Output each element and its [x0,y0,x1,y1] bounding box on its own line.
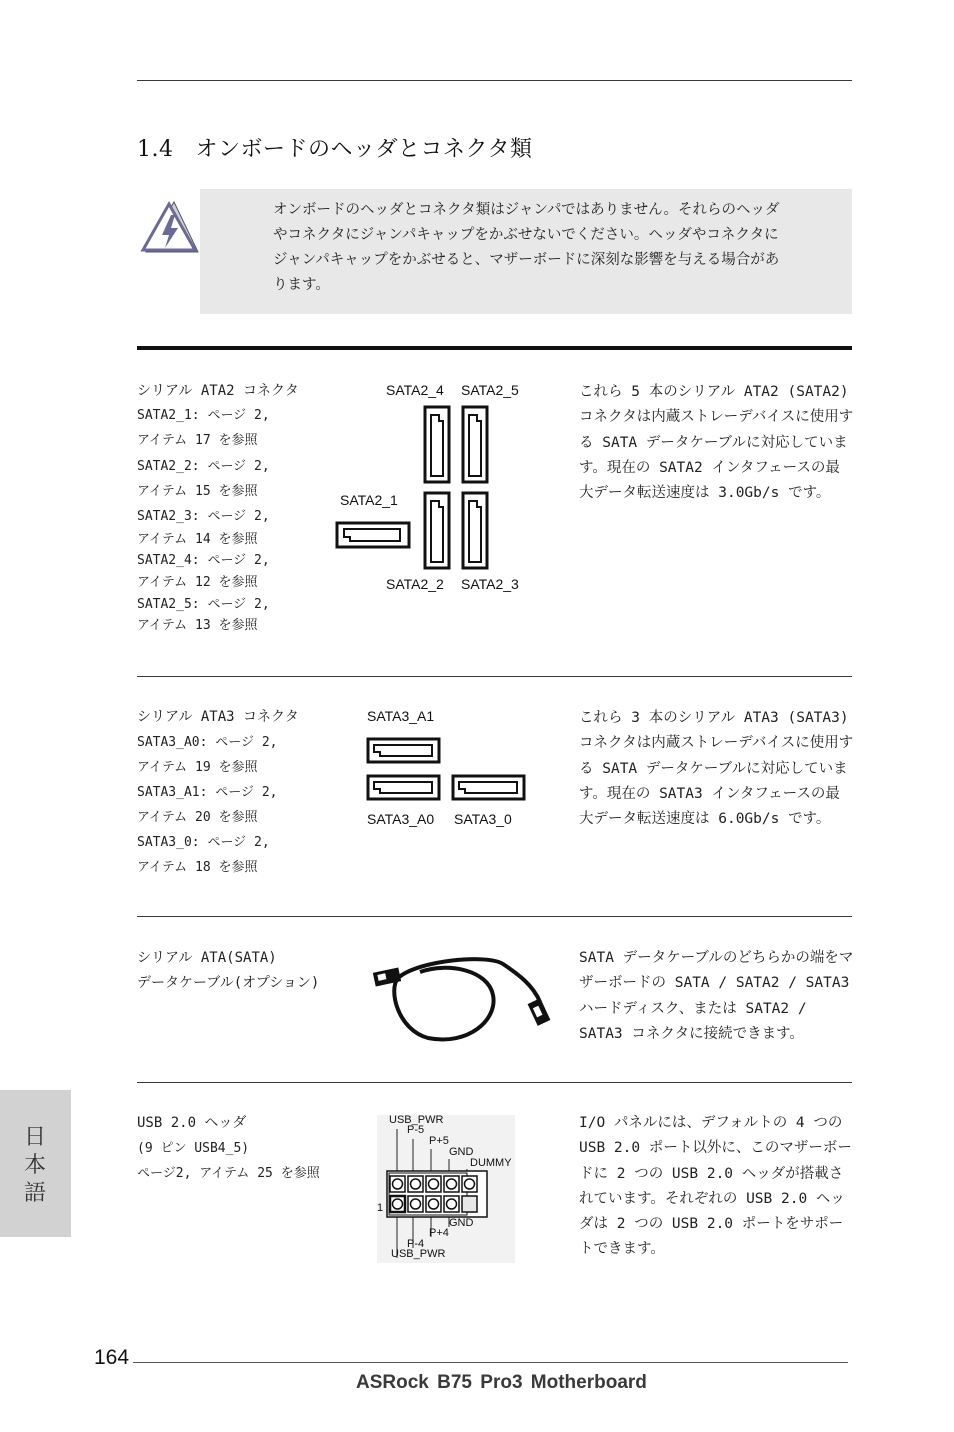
list-item: SATA2_1: ページ 2, [137,408,270,423]
list-item: アイテム 18 を参照 [137,860,258,875]
footer-title: ASRock B75 Pro3 Motherboard [356,1372,647,1393]
section-divider [137,1082,852,1083]
language-tab [0,1090,71,1237]
section-divider [137,916,852,917]
top-rule [137,80,852,81]
sata2-1-connector [337,523,409,547]
usb-sub1: (9 ピン USB4_5) [137,1141,250,1156]
warning-text: オンボードのヘッダとコネクタ類はジャンパではありません。それらのヘッダやコネクタにジャンパキャップをかぶせないでください。ヘッダやコネクタにジャンパキャップをかぶせると、マザーボードに深刻な影響を与える場合があります。 [273,202,780,293]
sata2-left [137,379,299,636]
usb-pin-label: USB_PWR [391,1248,446,1260]
list-item: アイテム 20 を参照 [137,810,258,825]
warning-triangle-icon [138,198,202,256]
list-item: SATA3_0: ページ 2, [137,835,270,850]
usb-description: I/O パネルには、デフォルトの 4 つの USB 2.0 ポート以外に、このマザーボードに 2 つの USB 2.0 ヘッダが搭載されています。それぞれの USB 2.0 ヘッダは 2 つの USB 2.0 ポートをサポートできます。 [579,1115,852,1258]
section-number: 1.4 [137,137,174,162]
usb-title: USB 2.0 ヘッダ [137,1115,247,1131]
usb-pin-label: USB_PWR [389,1114,444,1126]
list-item: アイテム 17 を参照 [137,433,258,448]
sata3-description: これら 3 本のシリアル ATA3 (SATA3) コネクタは内蔵ストレーデバイスに使用する SATA データケーブルに対応しています。現在の SATA3 インタフェースの最大データ転送速度は 6.0Gb/s です。 [579,710,854,828]
usb-pin-label: DUMMY [470,1157,512,1169]
sata2-3-label: SATA2_3 [461,576,519,592]
footer-rule [133,1362,848,1363]
section-divider [137,676,852,677]
sata2-2-label: SATA2_2 [386,576,444,592]
sata3-a1-label: SATA3_A1 [367,708,435,724]
usb-pin-label: P-5 [407,1124,425,1136]
list-item: アイテム 14 を参照 [137,532,258,547]
list-item: SATA2_2: ページ 2, [137,459,270,474]
list-item: SATA3_A0: ページ 2, [137,735,278,750]
sata2-connectors-diagram [330,405,500,570]
section-heading [137,132,533,163]
sata-cable-illustration [368,950,558,1050]
usb-pin-label: P+5 [429,1135,449,1147]
sata2-description: これら 5 本のシリアル ATA2 (SATA2) コネクタは内蔵ストレーデバイスに使用する SATA データケーブルに対応しています。現在の SATA2 インタフェースの最大データ転送速度は 3.0Gb/s です。 [579,384,854,502]
sata2-3-connector [463,493,487,568]
sata3-title: シリアル ATA3 コネクタ [137,709,299,725]
sata3-a1-connector [368,739,439,762]
sata2-4-label: SATA2_4 [386,382,444,398]
sata3-connectors-diagram [362,735,532,803]
usb-pin-label: 1 [377,1202,384,1214]
thick-rule [137,346,852,350]
usb-pin-label: P-4 [407,1238,425,1250]
sata2-1-label: SATA2_1 [340,492,398,508]
cable-description: SATA データケーブルのどちらかの端をマザーボードの SATA / SATA2 / SATA3 ハードディスク、または SATA2 / SATA3 コネクタに接続できます。 [579,950,854,1042]
list-item: アイテム 12 を参照 [137,575,258,590]
list-item: SATA2_4: ページ 2, [137,553,270,568]
cable-title-line2: データケーブル(オプション) [137,975,320,991]
sata2-4-connector [425,407,449,482]
section-title: オンボードのヘッダとコネクタ類 [195,137,533,162]
list-item: SATA2_3: ページ 2, [137,509,270,524]
sata3-0-label: SATA3_0 [454,811,512,827]
usb-pin-label: GND [449,1217,474,1229]
list-item: アイテム 15 を参照 [137,484,258,499]
sata3-a0-connector [368,776,439,799]
list-item: SATA2_5: ページ 2, [137,597,270,612]
sata3-a0-label: SATA3_A0 [367,811,435,827]
usb-header-diagram [377,1115,515,1263]
page-number: 164 [94,1346,130,1369]
list-item: アイテム 19 を参照 [137,760,258,775]
usb-left [137,1111,320,1186]
language-tab-label: 日本語 [23,1125,46,1206]
cable-left [137,946,319,996]
sata2-5-connector [463,407,487,482]
sata2-2-connector [425,493,449,568]
sata2-5-label: SATA2_5 [461,382,519,398]
list-item: アイテム 13 を参照 [137,618,258,633]
sata2-title: シリアル ATA2 コネクタ [137,383,299,399]
list-item: SATA3_A1: ページ 2, [137,785,278,800]
usb-pin-label: GND [449,1146,474,1158]
usb-pin-label: P+4 [429,1227,449,1239]
cable-title-line1: シリアル ATA(SATA) [137,950,277,966]
usb-sub2: ページ2, アイテム 25 を参照 [137,1166,320,1181]
sata3-0-connector [453,776,524,799]
sata3-left [137,705,299,880]
